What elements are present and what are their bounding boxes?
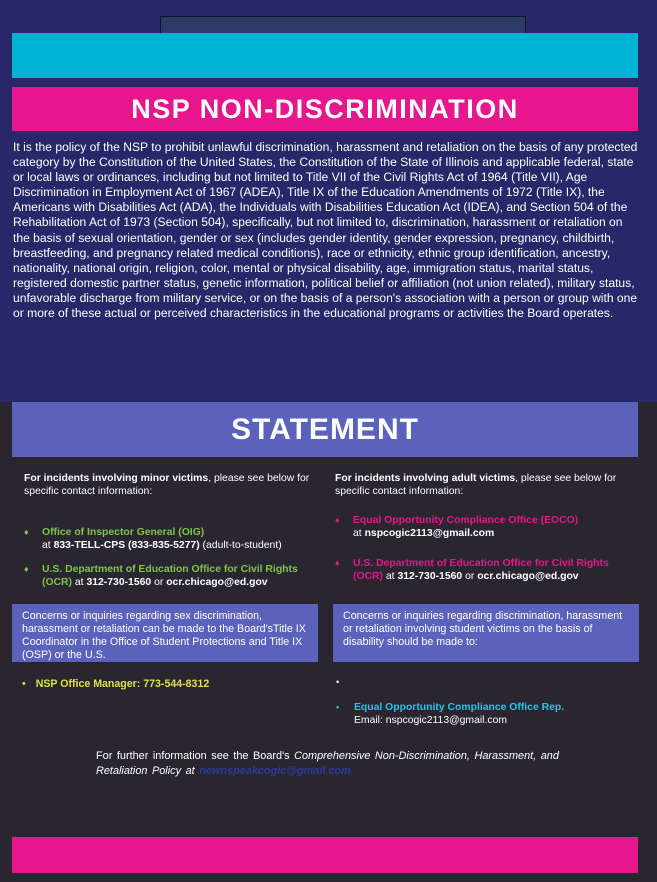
bullet-icon: • xyxy=(22,678,26,690)
eoco-rep-email[interactable]: Email: nspcogic2113@gmail.com xyxy=(354,715,508,726)
office-manager-item xyxy=(22,678,209,691)
ocr-name-right: U.S. Department of Education Office for Civil Rights (OCR) xyxy=(353,558,609,582)
oig-name: Office of Inspector General (OIG) xyxy=(42,527,205,538)
intro-paragraph: It is the policy of the NSP to prohibit unlawful discrimination, harassment and retaliation on the basis of any protected category by the Constitution of the United States, the Constitution of the State of Illinois and applicable federal, state or local laws or ordinances, including but not limited to Title VII of the Civil Rights Act of 1964 (Title VII), Age Discrimination in Employment Act of 1967 (ADEA), Title IX of the Education Amendments of 1972 (Title IX), the Americans with Disabilities Act (ADA), the Individuals with Disabilities Education Act (IDEA), and Section 504 of the Rehabilitation Act of 1973 (Section 504), specifically, but not limited to, discrimination, harassment or retaliation on the basis of sexual orientation, gender or sex (includes gender identity, gender expression, pregnancy, childbirth, breastfeeding, and pregnancy related medical conditions), race or ethnicity, ethnic group identification, ancestry, nationality, national origin, religion, color, mental or physical disability, age, immigration status, marital status, registered domestic partner status, genetic information, political belief or affiliation (not union related), military status, unfavorable discharge from military service, or on the basis of a person's association with a person or group with one or more of these actual or perceived characteristics in the educational programs or activities the Board operates. xyxy=(13,140,638,321)
minor-victims-heading-bold: For incidents involving minor victims xyxy=(24,473,209,484)
top-decorative-tab xyxy=(160,16,526,34)
diamond-bullet-icon: ♦ xyxy=(24,527,29,537)
oig-detail: at 833-TELL-CPS (833-835-5277) (adult-to-student) xyxy=(42,540,282,551)
office-manager-text: NSP Office Manager: 773-544-8312 xyxy=(35,678,210,690)
oig-phone: 833-TELL-CPS (833-835-5277) xyxy=(53,540,200,551)
statement-title: STATEMENT xyxy=(231,412,419,446)
ocr-email-left[interactable]: ocr.chicago@ed.gov xyxy=(166,577,268,588)
diamond-bullet-icon: ♦ xyxy=(24,564,29,574)
eoco-name: Equal Opportunity Compliance Office (EOCO) xyxy=(353,515,579,526)
eoco-rep-contact xyxy=(336,701,641,727)
adult-victims-heading xyxy=(335,472,635,498)
ocr-email-right[interactable]: ocr.chicago@ed.gov xyxy=(477,571,579,582)
ocr-contact-left: ♦ U.S. Department of Education Office for Civil Rights (OCR) at 312-730-1560 or ocr.chicago@ed.gov xyxy=(24,564,298,588)
eoco-email[interactable]: nspcogic2113@gmail.com xyxy=(364,528,495,539)
sex-discrimination-text: Concerns or inquiries regarding sex discrimination, harassment or retaliation can be made to the Board'sTitle IX Coordinator in the Office of Student Protections and Title IX (OSP) or the U.S. xyxy=(22,610,306,661)
adult-victims-heading-bold: For incidents involving adult victims xyxy=(335,473,516,484)
eoco-rep-name: Equal Opportunity Compliance Office Rep. xyxy=(354,702,565,713)
ocr-phone-left: 312-730-1560 xyxy=(86,577,152,588)
disability-discrimination-box xyxy=(333,604,639,662)
adult-victims-heading-rest: , please see below for specific contact information: xyxy=(335,473,617,497)
ocr-phone-right: 312-730-1560 xyxy=(397,571,463,582)
empty-bullet-icon: • xyxy=(336,677,340,687)
eoco-detail: at nspcogic2113@gmail.com xyxy=(353,528,495,539)
page-title: NSP NON-DISCRIMINATION xyxy=(131,93,519,124)
minor-victims-heading-rest: , please see below for specific contact information: xyxy=(24,473,310,497)
statement-banner xyxy=(12,402,638,457)
sex-discrimination-box xyxy=(12,604,318,662)
cyan-header-bar xyxy=(12,33,638,78)
ocr-contact-right: ♦ U.S. Department of Education Office for Civil Rights (OCR) at 312-730-1560 or ocr.chicago@ed.gov xyxy=(335,558,609,582)
minor-victims-heading xyxy=(24,472,324,498)
bullet-icon: • xyxy=(336,702,340,712)
policy-link[interactable]: newnspeakcogic@gmail.com xyxy=(199,765,351,777)
eoco-contact xyxy=(335,514,640,540)
oig-contact xyxy=(24,526,329,552)
policy-name: Comprehensive Non-Discrimination, Harassment, and Retaliation Policy xyxy=(96,750,559,777)
diamond-bullet-icon: ♦ xyxy=(335,515,340,525)
further-information-note: For further information see the Board's Comprehensive Non-Discrimination, Harassment, and Retaliation Policy at newnspeakcogic@gmail.com xyxy=(96,750,559,777)
title-banner xyxy=(12,87,638,131)
diamond-bullet-icon: ♦ xyxy=(335,558,340,568)
ocr-name-left: U.S. Department of Education Office for Civil Rights (OCR) xyxy=(42,564,298,588)
bottom-magenta-bar xyxy=(12,837,638,873)
disability-discrimination-text: Concerns or inquiries regarding discrimination, harassment or retaliation involving student victims on the basis of disability should be made to: xyxy=(343,610,623,648)
